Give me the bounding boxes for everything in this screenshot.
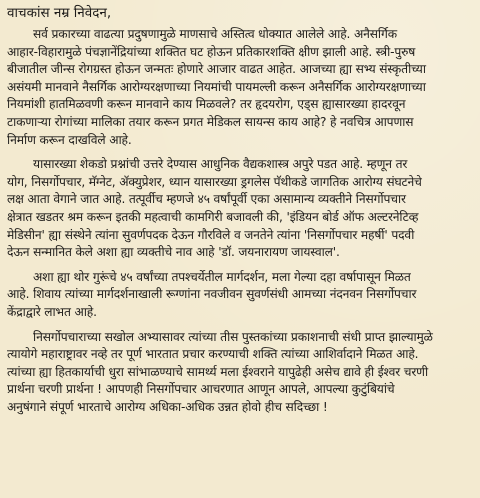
- text-line: यासारख्या शेकडो प्रश्नांची उत्तरे देण्यास आधुनिक वैद्यकशास्त्र अपुरे पडत आहे. म्हणून तर: [33, 157, 408, 172]
- text-line: लक्ष आता वेगाने जात आहे. तत्पूर्वीच म्हणजे ४५ वर्षांपूर्वी एका असामान्य व्यक्तीने निसर्गोपचार: [7, 192, 406, 207]
- text-line: निर्माण करून दाखविले आहे.: [7, 132, 132, 147]
- text-line: बीजातील जीन्स रोगग्रस्त होऊन जन्मतः होणारे आजार वाढत आहेत. आजच्या ह्या सभ्य संस्कृतीच्या: [7, 62, 426, 77]
- text-line: आहे. शिवाय त्यांच्या मार्गदर्शनाखाली रूग्णांना नवजीवन सुवर्णसंधी आमच्या नंदनवन निसर्गोपचार: [7, 287, 417, 302]
- text-line: अशा ह्या थोर गुरूंचे ४५ वर्षांच्या तपश्चर्येतील मार्गदर्शन, मला गेल्या दहा वर्षापासून मिळत: [33, 269, 411, 284]
- text-line: आहार-विहारामुळे पंचज्ञानेंद्रियांच्या शक्तित घट होऊन प्रतिकारशक्ति क्षीण झाली आहे. स्त्री-पुरुष: [7, 44, 416, 59]
- text-line: योग, निसर्गोपचार, मॅग्नेट, ॲक्युप्रेशर, ध्यान यासारख्या ड्रगलेस पॅथीकडे जागतिक आरोग्य संघटनेचे: [7, 174, 422, 189]
- text-line: सर्व प्रकारच्या वाढत्या प्रदुषणामुळे माणसाचे अस्तित्व धोक्यात आलेले आहे. अनैसर्गिक: [33, 27, 397, 41]
- text-line: केंद्राद्वारे लाभत आहे.: [7, 304, 97, 319]
- paragraph-2: [7, 156, 471, 262]
- salutation-heading: वाचकांस नम्र निवेदन,: [7, 5, 112, 21]
- paragraph-4: [7, 329, 471, 417]
- text-line: असंयमी मानवाने नैसर्गिक आरोग्यरक्षणाच्या नियमांची पायमल्ली करून अनैसर्गिक आरोग्यरक्षणाच्या: [7, 79, 426, 94]
- text-line: नियमांशी हातमिळवणी करून मानवाने काय मिळवले? तर हृदयरोग, एड्स ह्यासारख्या हादरवून: [7, 97, 406, 112]
- text-line: टाकणाऱ्या रोगांच्या मालिका तयार करून प्रगत मेडिकल सायन्स काय आहे? हे नवचित्र आपणास: [7, 114, 414, 129]
- paragraph-3: [7, 269, 471, 322]
- text-line: निसर्गोपचाराच्या सखोल अभ्यासावर त्यांच्या तीस पुस्तकांच्या प्रकाशनाची संधी प्राप्त झाल्यामुळे: [33, 329, 433, 344]
- text-line: क्षेत्रात खडतर श्रम करून इतकी महत्वाची कामगिरी बजावली की, 'इंडियन बोर्ड ऑफ अल्टरनेटिव्ह: [7, 209, 419, 224]
- text-line: देऊन सन्मानित केले अशा ह्या व्यक्तीचे नाव आहे 'डॉ. जयनारायण जायस्वाल'.: [7, 245, 340, 260]
- text-line: त्यांच्या ह्या हितकार्याची धुरा सांभाळण्याचे सामर्थ्य मला ईश्वराने यापुढेही असेच द्यावे ही ईश्वर चरणी: [7, 364, 428, 379]
- text-line: त्यायोगे महाराष्ट्रावर नव्हे तर पूर्ण भारतात प्रचार करण्याची शक्ति त्यांच्या आशिर्वादाने मिळत आहे.: [7, 347, 419, 362]
- paragraph-1: [7, 26, 471, 149]
- text-line: मेडिसीन' ह्या संस्थेने त्यांना सुवर्णपदक देऊन गौरविले व जनतेने त्यांना 'निसर्गोपचार महर्षी' पदवी: [7, 227, 415, 242]
- text-line: अनुषंगाने संपूर्ण भारताचे आरोग्य अधिका-अधिक उन्नत होवो हीच सदिच्छा !: [7, 399, 328, 414]
- text-line: प्रार्थना चरणी प्रार्थना ! आपणही निसर्गोपचार आचरणात आणून आपले, आपल्या कुटुंबियांचे: [7, 382, 395, 397]
